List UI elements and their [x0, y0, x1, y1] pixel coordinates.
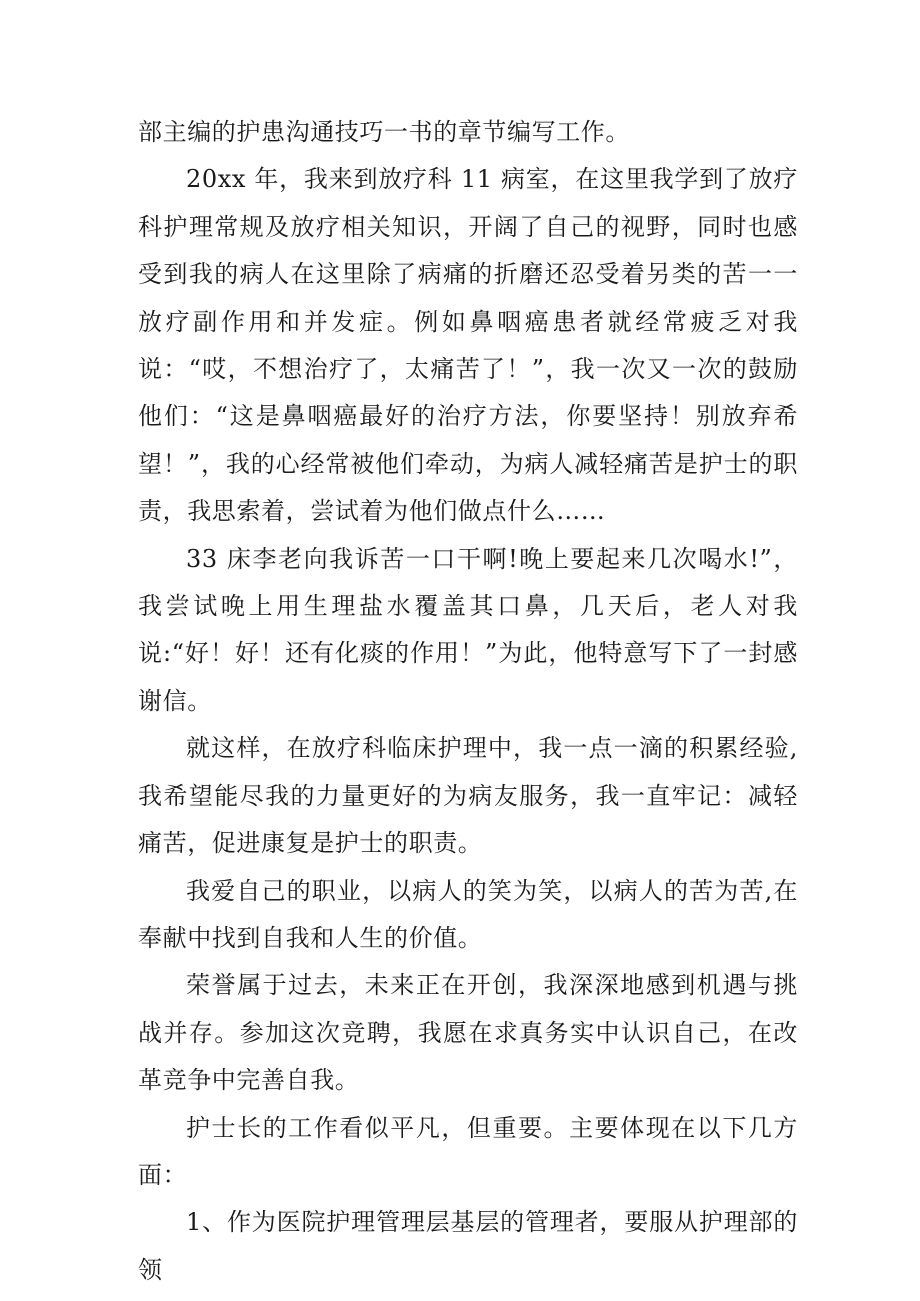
paragraph-2: 20xx 年，我来到放疗科 11 病室，在这里我学到了放疗科护理常规及放疗相关知识，开阔了自己的视野，同时也感受到我的病人在这里除了病痛的折磨还忍受着另类的苦一一放疗副作用和并发症。例如鼻咽癌患者就经常疲乏对我说：“哎，不想治疗了，太痛苦了！”，我一次又一次的鼓励他们：“这是鼻咽癌最好的治疗方法，你要坚持！别放弃希望！”，我的心经常被他们牵动，为病人减轻痛苦是护士的职责，我思索着，尝试着为他们做点什么…… — [138, 165, 798, 526]
paragraph-6: 荣誉属于过去，未来正在开创，我深深地感到机遇与挑战并存。参加这次竞聘，我愿在求真务实中认识自己，在改革竞争中完善自我。 — [138, 971, 798, 1095]
paragraph-4: 就这样，在放疗科临床护理中，我一点一滴的积累经验,我希望能尽我的力量更好的为病友服务，我一直牢记：减轻痛苦，促进康复是护士的职责。 — [138, 734, 798, 858]
paragraph-8: 1、作为医院护理管理层基层的管理者，要服从护理部的领 — [138, 1208, 798, 1284]
paragraph-3: 33 床李老向我诉苦一口干啊!晚上要起来几次喝水!”，我尝试晚上用生理盐水覆盖其口鼻，几天后，老人对我说:“好！好！还有化痰的作用！”为此，他特意写下了一封感谢信。 — [138, 544, 798, 715]
document-body — [138, 109, 798, 1294]
paragraph-7: 护士长的工作看似平凡，但重要。主要体现在以下几方面： — [138, 1113, 798, 1189]
paragraph-1: 部主编的护患沟通技巧一书的章节编写工作。 — [138, 118, 630, 146]
paragraph-5: 我爱自己的职业，以病人的笑为笑，以病人的苦为苦,在奉献中找到自我和人生的价值。 — [138, 876, 798, 952]
